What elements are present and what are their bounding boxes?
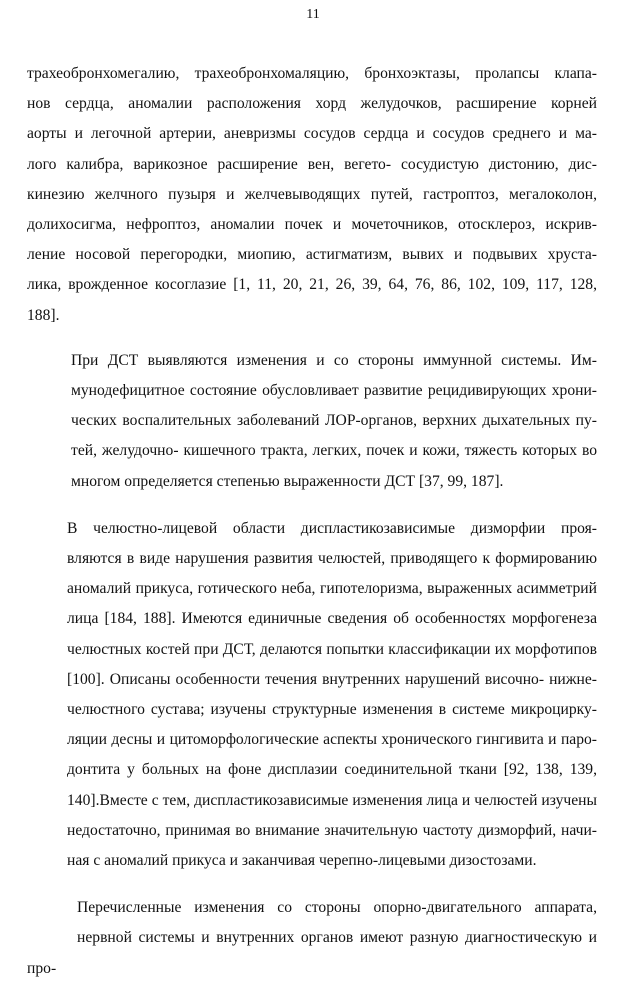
paragraph-1 (27, 59, 597, 331)
text-line: 140].Вместе с тем, диспластикозависимые изменения лица и челюстей изучены (67, 791, 597, 809)
text-line: лица [184, 188]. Имеются единичные сведения об особенностях морфогенеза (67, 610, 597, 628)
text-line: ление носовой перегородки, миопию, астигматизм, вывих и подвывих хруста- (27, 246, 597, 264)
text-line: челюстных костей при ДСТ, делаются попытки классификации их морфотипов (67, 640, 597, 658)
text-line: долихосигма, нефроптоз, аномалии почек и мочеточников, отосклероз, искрив- (27, 216, 597, 234)
text-line: тей, желудочно- кишечного тракта, легких, почек и кожи, тяжесть которых во (71, 442, 597, 460)
text-line: челюстного сустава; изучены структурные изменения в системе микроцирку- (67, 701, 597, 719)
paragraph-2 (27, 346, 597, 497)
paragraph-4 (27, 893, 597, 984)
document-body (27, 59, 597, 984)
text-line: Перечисленные изменения со стороны опорно-двигательного аппарата, (77, 899, 597, 917)
text-line: ческих воспалительных заболеваний ЛОР-органов, верхних дыхательных пу- (71, 412, 597, 430)
text-line: кинезию желчного пузыря и желчевыводящих путей, гастроптоз, мегалоколон, (27, 185, 597, 203)
text-line: лого калибра, варикозное расширение вен, вегето- сосудистую дистонию, дис- (27, 155, 597, 173)
page-number: 11 (306, 7, 320, 22)
text-line: 188]. (27, 306, 60, 324)
text-line: многом определяется степенью выраженности ДСТ [37, 99, 187]. (71, 472, 504, 490)
text-line: недостаточно, принимая во внимание значительную частоту дизморфий, начи- (67, 821, 597, 839)
text-line: трахеобронхомегалию, трахеобронхомаляцию, бронхоэктазы, пролапсы клапа- (27, 65, 597, 82)
text-line: нервной системы и внутренних органов имеют разную диагностическую и про- (27, 929, 597, 977)
text-line: В челюстно-лицевой области диспластикозависимые дизморфии проя- (67, 519, 597, 537)
text-line: вляются в виде нарушения развития челюстей, приводящего к формированию (67, 550, 597, 568)
text-line: ная с аномалий прикуса и заканчивая черепно-лицевыми дизостозами. (67, 852, 537, 870)
text-line: мунодефицитное состояние обусловливает развитие рецидивирующих хрони- (71, 382, 597, 400)
text-line: [100]. Описаны особенности течения внутренних нарушений височно- нижне- (67, 670, 597, 688)
text-line: лика, врожденное косоглазие [1, 11, 20, 21, 26, 39, 64, 76, 86, 102, 109, 117, 128, (27, 276, 597, 294)
text-line: При ДСТ выявляются изменения и со стороны иммунной системы. Им- (71, 351, 597, 369)
text-line: аорты и легочной артерии, аневризмы сосудов сердца и сосудов среднего и ма- (27, 125, 597, 143)
paragraph-3 (27, 514, 597, 876)
text-line: нов сердца, аномалии расположения хорд желудочков, расширение корней (27, 95, 597, 113)
text-line: аномалий прикуса, готического неба, гипотелоризма, выраженных асимметрий (67, 580, 597, 598)
text-line: донтита у больных на фоне дисплазии соединительной ткани [92, 138, 139, (67, 761, 597, 779)
text-line: ляции десны и цитоморфологические аспекты хронического гингивита и паро- (67, 731, 597, 749)
